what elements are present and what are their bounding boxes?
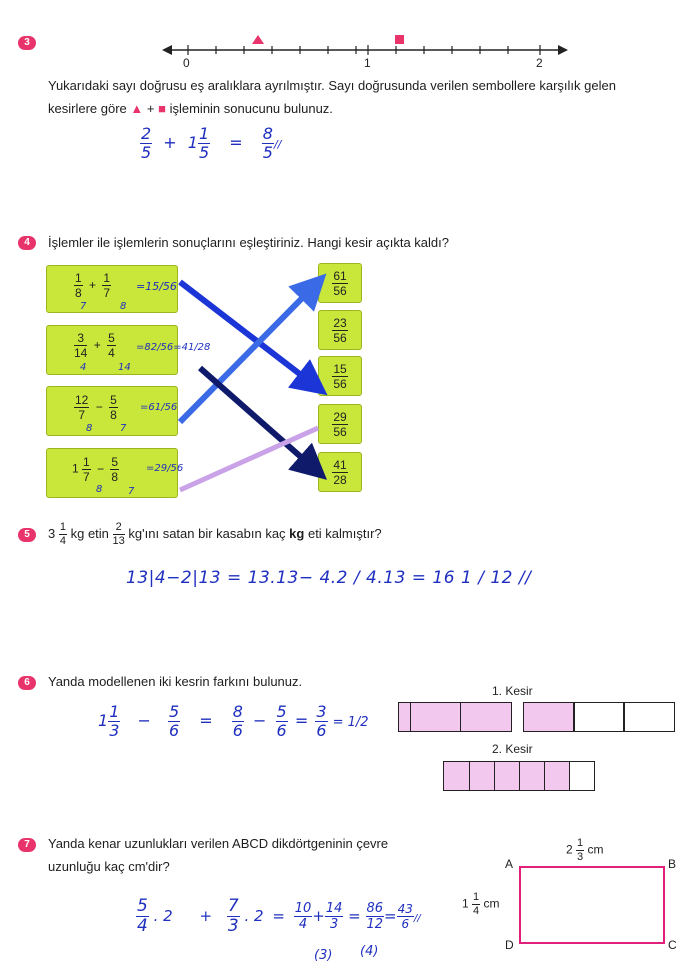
hw-q7-under-1: (3) (314, 948, 333, 963)
hw-op4-under-b: 7 (128, 486, 135, 497)
hw-op2-under-a: 4 (80, 362, 87, 373)
result-box-4: $\frac{29}{56}$ (318, 404, 362, 444)
operation-3: $\frac{12}{7}$ − $\frac{5}{8}$ (75, 393, 117, 422)
q6-question: Yanda modellenen iki kesrin farkını bulunuz. (48, 674, 303, 689)
q7-handwritten-answer: $\frac{5}{4}$ . 2 + $\frac{7}{3}$ . 2 = $\frac{10}{4}$ + $\frac{14}{3}$ = $\frac{86}{12}$ = $\frac{43}{6}$ // (137, 896, 421, 936)
q3-text-c: işleminin sonucunu bulunuz. (169, 101, 333, 116)
result-box-5: $\frac{41}{28}$ (318, 452, 362, 492)
fraction-model-label-2: 2. Kesir (492, 742, 533, 756)
hw-op1-under-b: 8 (120, 301, 127, 312)
hw-op3-under-a: 8 (86, 423, 93, 434)
hw-op1-under-a: 7 (80, 301, 87, 312)
result-box-3: $\frac{15}{56}$ (318, 356, 362, 396)
question-number-7: 7 (18, 838, 36, 852)
operation-4: 1 $\frac{1}{7}$ − $\frac{5}{8}$ (72, 455, 119, 484)
q4-question: İşlemler ile işlemlerin sonuçlarını eşleştiriniz. Hangi kesir açıkta kaldı? (48, 235, 449, 250)
hw-op3-under-b: 7 (120, 423, 127, 434)
rectangle-abcd (519, 866, 665, 944)
result-box-2: $\frac{23}{56}$ (318, 310, 362, 350)
q7-text-line2: uzunluğu kaç cm'dir? (48, 859, 170, 874)
hw-q7-under-2: (4) (360, 944, 379, 959)
hw-op3-result: =61/56 (140, 402, 178, 413)
corner-a: A (505, 857, 514, 871)
triangle-symbol-icon: ▲ (130, 101, 144, 116)
q3-text-line1: Yukarıdaki sayı doğrusu eş aralıklara ayrılmıştır. Sayı doğrusunda verilen sembollere karşılık gelen (48, 78, 616, 93)
q5-question: 3 $\frac{1}{4}$ kg etin $\frac{2}{13}$ kg'ını satan bir kasabın kaç kg eti kalmıştır? (48, 521, 382, 548)
fraction-model-label-1: 1. Kesir (492, 684, 533, 698)
hw-op2-under-b: 14 (118, 362, 131, 373)
hw-op2-result: =82/56=41/28 (136, 342, 211, 353)
q7-text-line1: Yanda kenar uzunlukları verilen ABCD dikdörtgeninin çevre (48, 836, 389, 851)
rect-top-length: 2 $\frac{1}{3}$ cm (566, 837, 604, 863)
question-number-5: 5 (18, 528, 36, 542)
question-number-3: 3 (18, 36, 36, 50)
corner-b: B (668, 857, 677, 871)
result-box-1: $\frac{61}{56}$ (318, 263, 362, 303)
q3-plus: + (146, 101, 155, 116)
line-op4-to-29-56 (180, 428, 318, 490)
q3-handwritten-answer: $\frac{2}{5}$ + 1 $\frac{1}{5}$ = $\frac{8}{5}$ // (141, 124, 282, 162)
arrow-op3-to-61-56 (180, 282, 318, 422)
tick-label-1: 1 (364, 56, 371, 70)
q6-handwritten-answer: 1 $\frac{1}{3}$ − $\frac{5}{6}$ = $\frac{8}{6}$ − $\frac{5}{6}$ = $\frac{3}{6}$ = 1/2 (98, 702, 369, 740)
question-number-6: 6 (18, 676, 36, 690)
operation-1: $\frac{1}{8}$ + $\frac{1}{7}$ (75, 271, 111, 300)
q5-handwritten-answer: 13|4−2|13 = 13.13− 4.2 / 4.13 = 16 1 / 12 // (126, 568, 532, 588)
q3-text-a: kesirlere göre (48, 101, 127, 116)
rect-side-length: 1 $\frac{1}{4}$ cm (462, 891, 500, 917)
hw-op4-result: =29/56 (146, 463, 184, 474)
corner-c: C (668, 938, 677, 952)
question-number-4: 4 (18, 236, 36, 250)
tick-label-0: 0 (183, 56, 190, 70)
hw-op4-under-a: 8 (96, 484, 103, 495)
operation-2: $\frac{3}{14}$ + $\frac{5}{4}$ (74, 331, 115, 360)
tick-label-2: 2 (536, 56, 543, 70)
corner-d: D (505, 938, 514, 952)
square-symbol-icon: ■ (158, 101, 166, 116)
hw-op1-result: =15/56 (136, 280, 177, 293)
